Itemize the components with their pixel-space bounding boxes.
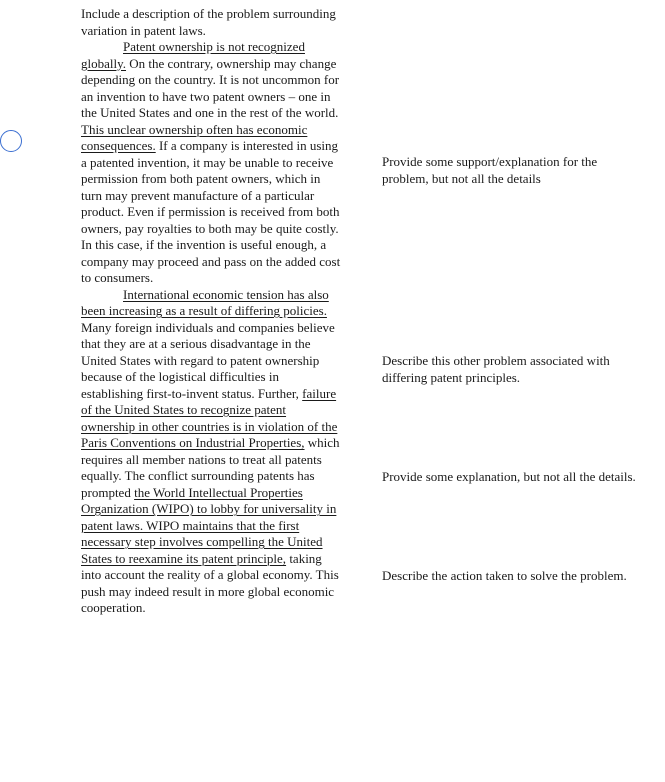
paragraph-text: If a company is interested in using a patented invention, it may be unable to receive permission from both patent owners, which in turn may prevent manufacture of a particular product. Even if permission is received from both owners, pay royalties to both may be quite costly. In this case, if the invention is useful enough, a company may proceed and pass on the added cost to consumers.: [81, 138, 341, 285]
margin-note-action: Describe the action taken to solve the problem.: [382, 568, 627, 583]
margin-note-support: Provide some support/explanation for the problem, but not all the details: [382, 154, 598, 186]
underlined-claim: Patent ownership is not recognized globally.: [81, 39, 305, 71]
underlined-claim: failure of the United States to recognize patent ownership in other countries is in violation of the Paris Conventions on Industrial Properties,: [81, 385, 338, 450]
underlined-claim: the World Intellectual Properties Organization (WIPO) to lobby for universality in patent laws. WIPO maintains that the first necessary step involves compelling the United States to reexamine its patent principle,: [81, 484, 337, 566]
paragraph-text: which requires all member nations to treat all patents equally. The conflict surrounding patents has prompted: [81, 435, 340, 500]
underlined-claim: This unclear ownership often has economic consequences.: [81, 121, 308, 153]
paragraph-patent-ownership: [81, 39, 343, 287]
underlined-claim: International economic tension has also been increasing as a result of differing policies.: [81, 286, 329, 318]
paragraph-economic-tension: [81, 287, 343, 617]
margin-note-explanation: Provide some explanation, but not all the details.: [382, 469, 636, 484]
comment-marker-icon[interactable]: [0, 130, 22, 152]
main-text-column: [81, 6, 343, 617]
paragraph-text: On the contrary, ownership may change depending on the country. It is not uncommon for an invention to have two patent owners – one in the United States and one in the rest of the world.: [81, 55, 340, 120]
margin-note-other-problem: Describe this other problem associated with differing patent principles.: [382, 353, 610, 385]
paragraph-text: Many foreign individuals and companies believe that they are at a serious disadvantage in the United States with regard to patent ownership because of the logistical difficulties in establishing first-to-invent status. Further,: [81, 319, 335, 401]
intro-instruction: Include a description of the problem surrounding variation in patent laws.: [81, 6, 336, 38]
paragraph-text: taking into account the reality of a global economy. This push may indeed result in more global economic cooperation.: [81, 550, 339, 615]
